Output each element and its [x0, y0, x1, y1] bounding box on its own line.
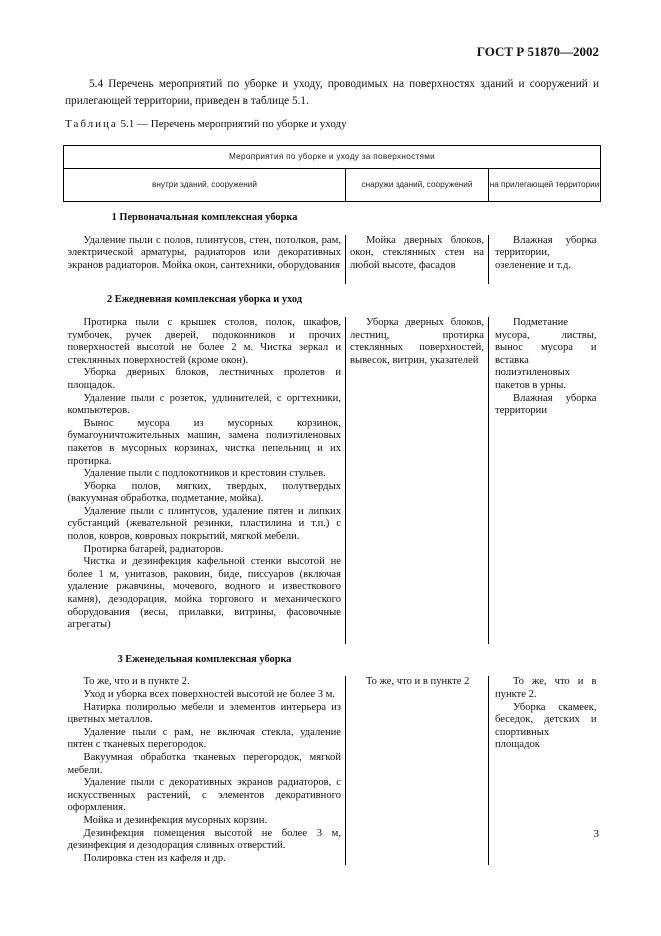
outside-cell [346, 676, 489, 865]
caption-prefix: Таблица [65, 118, 118, 130]
section-body-row [64, 317, 601, 632]
cell-paragraph: Полировка стен из кафеля и др. [83, 852, 226, 864]
cell-paragraph: Уборка дверных блоков, лестничных пролетов и площадок. [67, 367, 341, 391]
territory-cell [489, 676, 601, 865]
cell-paragraph: Чистка и дезинфекция кафельной стенки высотой не более 1 м, унитазов, раковин, биде, писсуаров (включая удаление ржавчины, мочевого, водного и известкового камня), дезодорация, мойка торгового и механического оборудования (весы, прилавки, витрины, фасовочные агрегаты) [67, 556, 341, 631]
cell-paragraph: Мойка и дезинфекция мусорных корзин. [83, 814, 268, 826]
cell-paragraph: Протирка батарей, радиаторов. [83, 543, 224, 555]
section-title: 3 Еженедельная комплексная уборка [117, 653, 292, 665]
table-caption [65, 118, 347, 130]
section-body-row [64, 676, 601, 865]
territory-cell [489, 235, 601, 273]
section-heading-row [64, 202, 601, 235]
section-title: 2 Ежедневная комплексная уборка и уход [106, 294, 302, 306]
cell-paragraph: То же, что и в пункте 2 [366, 676, 470, 688]
cell-paragraph: То же, что и в пункте 2. [83, 676, 190, 688]
caption-number: 5.1 [120, 118, 135, 130]
inside-cell [64, 235, 346, 273]
section-title: 1 Первоначальная комплексная уборка [111, 212, 298, 223]
outside-cell [346, 317, 489, 632]
page-number: 3 [593, 828, 599, 840]
cell-paragraph: Натирка полиролью мебели и элементов интерьера из цветных металлов. [67, 701, 341, 726]
header-main: Мероприятия по уборке и уходу за поверхностями [64, 146, 601, 169]
territory-cell [489, 317, 601, 632]
section-spacer [64, 272, 601, 284]
outside-cell [346, 235, 489, 273]
cell-paragraph: Удаление пыли с полов, плинтусов, стен, потолков, рам, электрической арматуры, радиаторов или декоративных экранов радиаторов. Мойка окон, сантехники, оборудования [67, 234, 341, 271]
cell-paragraph: Подметание мусора, листвы, вынос мусора и вставка полиэтиленовых пакетов в урны. [495, 316, 597, 391]
intro-paragraph: 5.4 Перечень мероприятий по уборке и уходу, проводимых на поверхностях зданий и сооружений и прилегающей территории, приведен в таблице 5.1. [65, 78, 599, 107]
cell-paragraph: Уборка полов, мягких, твердых, полутвердых (вакуумная обработка, подметание, мойка). [67, 480, 341, 505]
cell-paragraph: То же, что и в пункте 2. [495, 676, 597, 700]
section-body-row [64, 235, 601, 273]
cell-paragraph: Удаление пыли с розеток, удлинителей, с оргтехники, компьютеров. [67, 392, 341, 417]
inside-cell [64, 317, 346, 632]
cell-paragraph: Удаление пыли с рам, не включая стекла, удаление пятен с тканевых перегородок. [67, 726, 341, 751]
inside-cell [64, 676, 346, 865]
header-outside: снаружи зданий, сооружений [346, 169, 489, 202]
section-heading-row [64, 284, 601, 317]
cell-paragraph: Влажная уборка территории [495, 392, 597, 417]
cell-paragraph: Протирка пыли с крышек столов, полок, шкафов, тумбочек, ручек дверей, подоконников и прочих поверхностей высотой не более 2 м. Чистка зеркал и стеклянных поверхностей (кроме окон). [67, 316, 341, 366]
cell-paragraph: Уборка скамеек, беседок, детских и спортивных площадок [495, 701, 597, 751]
cell-paragraph: Мойка дверных блоков, окон, стеклянных стен на любой высоте, фасадов [350, 234, 484, 271]
measures-table [63, 145, 601, 865]
cell-paragraph: Влажная уборка территории, озеленение и т.д. [495, 234, 597, 271]
cell-paragraph: Удаление пыли с плинтусов, удаление пятен и липких субстанций (жевательной резинки, пластилина и т.п.) с полов, ковров, ковровых покрытий, мягкой мебели. [67, 505, 341, 543]
cell-paragraph: Удаление пыли с декоративных экранов радиаторов, с искусственных растений, с элементов декоративного оформления. [67, 777, 341, 814]
table-body [64, 202, 601, 866]
cell-paragraph: Удаление пыли с подлокотников и крестовин стульев. [83, 468, 326, 480]
cell-paragraph: Вынос мусора из мусорных корзинок, бумагоуничтожительных машин, замена полиэтиленовых пакетов в мусорных корзинах, чистка пепельниц и их протирка. [67, 417, 341, 467]
section-spacer [64, 632, 601, 644]
cell-paragraph: Вакуумная обработка тканевых перегородок, мягкой мебели. [67, 751, 341, 776]
cell-paragraph: Уход и уборка всех поверхностей высотой не более 3 м. [83, 689, 336, 700]
caption-title: — Перечень мероприятий по уборке и уходу [137, 118, 347, 130]
header-inside: внутри зданий, сооружений [64, 169, 346, 202]
document-code: ГОСТ Р 51870—2002 [476, 44, 599, 59]
cell-paragraph: Уборка дверных блоков, лестниц, протирка стеклянных поверхностей, вывесок, витрин, указателей [350, 316, 484, 366]
cell-paragraph: Дезинфекция помещения высотой не более 3 м, дезинфекция и дезодорация сливных отверстий. [67, 827, 341, 852]
section-heading-row [64, 644, 601, 677]
header-territory: на прилегающей территории [489, 169, 601, 202]
